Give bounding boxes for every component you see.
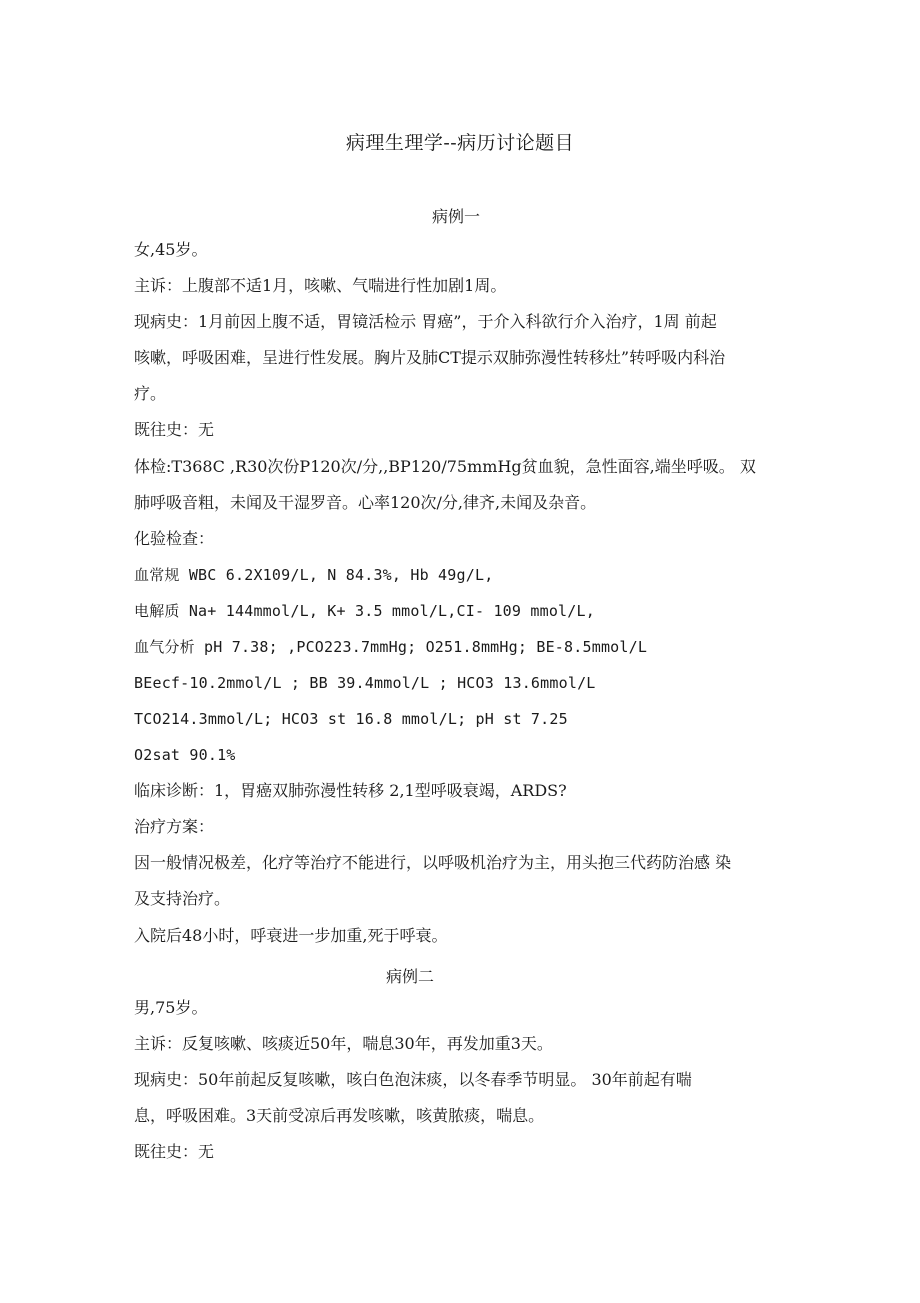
case-one-blood-routine: 血常规 WBC 6.2X109/L, N 84.3%, Hb 49g/L, bbox=[134, 566, 494, 584]
case-two-present-illness-line-2: 息，呼吸困难。3天前受凉后再发咳嗽，咳黄脓痰，喘息。 bbox=[134, 1106, 545, 1125]
case-two-heading: 病例二 bbox=[386, 967, 435, 986]
case-one-present-illness-line-3: 疗。 bbox=[134, 384, 167, 403]
case-one-treatment-line-2: 及支持治疗。 bbox=[134, 889, 231, 908]
case-one-present-illness-line-1: 现病史：1月前因上腹不适，胃镜活检示 胃癌”，于介入科欲行介入治疗，1周 前起 bbox=[134, 312, 717, 331]
case-two-past-history: 既往史：无 bbox=[134, 1142, 215, 1161]
document-title: 病理生理学--病历讨论题目 bbox=[345, 132, 575, 154]
case-one-treatment-line-1: 因一般情况极差，化疗等治疗不能进行，以呼吸机治疗为主，用头抱三代药防治感 染 bbox=[134, 853, 732, 872]
case-one-outcome: 入院后48小时，呼衰进一步加重,死于呼衰。 bbox=[134, 926, 448, 945]
case-two-chief-complaint: 主诉：反复咳嗽、咳痰近50年，喘息30年，再发加重3天。 bbox=[134, 1034, 553, 1053]
case-two-present-illness-line-1: 现病史：50年前起反复咳嗽，咳白色泡沫痰，以冬春季节明显。 30年前起有喘 bbox=[134, 1070, 692, 1089]
case-one-clinical-diagnosis: 临床诊断：1，胃癌双肺弥漫性转移 2,1型呼吸衰竭，ARDS? bbox=[134, 781, 567, 800]
case-one-blood-gas-line-2: BEecf-10.2mmol/L ; BB 39.4mmol/L ; HCO3 13.6mmol/L bbox=[134, 674, 596, 692]
case-one-present-illness-line-2: 咳嗽，呼吸困难，呈进行性发展。胸片及肺CT提示双肺弥漫性转移灶”转呼吸内科治 bbox=[134, 348, 726, 367]
case-one-blood-gas-line-3: TCO214.3mmol/L; HCO3 st 16.8 mmol/L; pH st 7.25 bbox=[134, 710, 568, 728]
case-one-treatment-heading: 治疗方案： bbox=[134, 817, 215, 836]
case-one-blood-gas-line-1: 血气分析 pH 7.38; ,PCO223.7mmHg; O251.8mmHg; BE-8.5mmol/L bbox=[134, 638, 648, 656]
case-two-patient-info: 男,75岁。 bbox=[134, 998, 208, 1017]
case-one-lab-heading: 化验检查： bbox=[134, 529, 215, 548]
case-one-patient-info: 女,45岁。 bbox=[134, 240, 208, 259]
case-one-physical-exam-line-2: 肺呼吸音粗，未闻及干湿罗音。心率120次/分,律齐,未闻及杂音。 bbox=[134, 493, 597, 512]
case-one-physical-exam-line-1: 体检:T368C ,R30次份P120次/分,,BP120/75mmHg贫血貌，急性面容,端坐呼吸。 双 bbox=[134, 457, 756, 476]
case-one-past-history: 既往史：无 bbox=[134, 420, 215, 439]
case-one-electrolytes: 电解质 Na+ 144mmol/L, K+ 3.5 mmol/L,CI- 109 mmol/L, bbox=[134, 602, 595, 620]
case-one-heading: 病例一 bbox=[432, 207, 481, 226]
case-one-blood-gas-line-4: O2sat 90.1% bbox=[134, 746, 236, 764]
case-one-chief-complaint: 主诉：上腹部不适1月，咳嗽、气喘进行性加剧1周。 bbox=[134, 276, 507, 295]
